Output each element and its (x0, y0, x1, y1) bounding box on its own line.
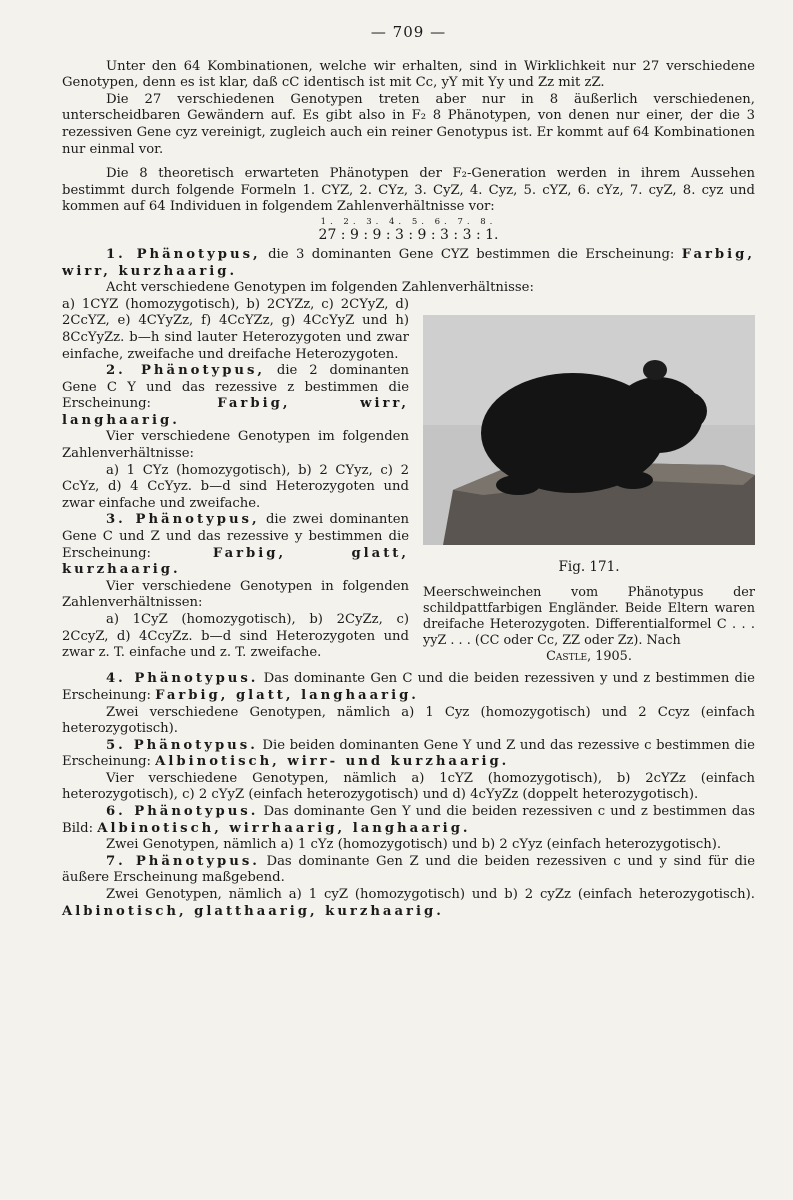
phenotype-3-heading: 3. Phänotypus, (106, 512, 260, 528)
phenotype-6-genotypes: Zwei Genotypen, nämlich a) 1 cYz (homozygotisch) und b) 2 cYyz (einfach heterozygotisch). (106, 837, 722, 853)
phenotype-2-genotypes: Vier verschiedene Genotypen im folgenden Zahlenverhältnisse: (62, 429, 409, 462)
figure-label: Fig. 171. (558, 558, 620, 575)
phenotype-2-traits: Farbig, wirr, langhaarig. (62, 396, 409, 428)
phenotype-6-heading: 6. Phänotypus. (106, 804, 259, 820)
phenotype-7-text: Das dominante Gen Z und die beiden rezessiven c und y sind für die äußere Erscheinung maßgebend. (62, 853, 755, 886)
paragraph-formulas: Die 8 theoretisch erwarteten Phänotypen der F₂-Generation werden in ihrem Aussehen bestimmt durch folgende Formeln 1. CYZ, 2. CYz, 3. CyZ, 4. Cyz, 5. cYZ, 6. cYz, 7. cyZ, 8. cyz und kommen auf 64 Individuen in folgendem Zahlenverhältnisse vor: (62, 166, 755, 215)
guinea-pig-image (423, 315, 755, 545)
phenotype-4-traits: Farbig, glatt, langhaarig. (155, 687, 419, 703)
phenotype-1-genotypes: Acht verschiedene Genotypen im folgenden Zahlenverhältnisse: (106, 280, 534, 296)
phenotype-3-list: a) 1CyZ (homozygotisch), b) 2CyZz, c) 2CcyZ, d) 4CcyZz. b—d sind Heterozygoten und zwar z. T. einfache und z. T. zweifache. (62, 612, 409, 661)
phenotype-5 (62, 738, 755, 771)
guinea-pig-photo (423, 315, 755, 545)
phenotype-6-text: Das dominante Gen Y und die beiden rezessiven c und z bestimmen das Bild: (62, 804, 755, 836)
phenotype-7-heading: 7. Phänotypus. (106, 853, 260, 869)
phenotype-6 (62, 804, 755, 837)
caption-text: Meerschweinchen vom Phänotypus der schildpattfarbigen Engländer. Beide Eltern waren dreifache Heterozygoten. Differentialformel C . . . yyZ . . . (CC oder Cc, ZZ oder Zz). Nach (423, 585, 755, 649)
phenotype-3-text: die zwei dominanten Gene C und Z und das rezessive y bestimmen die Erscheinung: (62, 512, 409, 561)
phenotype-5-text: Die beiden dominanten Gene Y und Z und das rezessive c bestimmen die Erscheinung: (62, 737, 755, 770)
phenotype-1-traits: Farbig, wirr, kurzhaarig. (62, 246, 755, 279)
paragraph-phenotypes: Die 27 verschiedenen Genotypen treten aber nur in 8 äußerlich verschiedenen, unterscheidbaren Gewändern auf. Es gibt also in F₂ 8 Phänotypen, von denen nur einer, der die 3 rezessiven Gene cyz vereinigt, zugleich auch ein reiner Genotypus ist. Er kommt auf 64 Kombinationen nur einmal vor. (62, 91, 755, 157)
phenotype-3-genotypes: Vier verschiedene Genotypen in folgenden Zahlenverhältnissen: (62, 578, 409, 611)
phenotype-2-heading: 2. Phänotypus, (106, 363, 266, 379)
caption-source: Castle, 1905. (546, 649, 632, 665)
phenotype-5-genotypes: Vier verschiedene Genotypen, nämlich a) 1cYZ (homozygotisch), b) 2cYZz (einfach heterozygotisch), c) 2 cYyZ (einfach heterozygotisch) und d) 4cYyZz (doppelt heterozygotisch). (62, 770, 755, 803)
phenotype-1 (62, 247, 755, 280)
phenotype-5-heading: 5. Phänotypus. (106, 737, 258, 753)
phenotype-1-list: a) 1CYZ (homozygotisch), b) 2CYZz, c) 2CYyZ, d) 2CcYZ, e) 4CYyZz, f) 4CcYZz, g) 4CcYyZ und h) 8CcYyZz. b—h sind lauter Heterozygoten und zwar einfache, zweifache und dreifache Heterozygoten. (62, 296, 409, 362)
phenotype-5-traits: Albinotisch, wirr- und kurzhaarig. (155, 754, 510, 770)
ratio-line: 27 : 9 : 9 : 3 : 9 : 3 : 3 : 1. (318, 226, 499, 243)
phenotype-7-traits: Albinotisch, glatthaarig, kurzhaarig. (62, 903, 444, 919)
phenotype-4-text: Das dominante Gen C und die beiden rezessiven y und z bestimmen die Erscheinung: (62, 671, 755, 703)
phenotype-2-text: die 2 dominanten Gene C Y und das rezessive z bestimmen die Erscheinung: (62, 363, 409, 412)
ratio-numbers: 1. 2. 3. 4. 5. 6. 7. 8. (320, 216, 497, 227)
phenotype-7-genotypes-text: Zwei Genotypen, nämlich a) 1 cyZ (homozygotisch) und b) 2 cyZz (einfach heterozygotisch). (106, 887, 755, 903)
page-number: — 709 — (370, 23, 447, 41)
phenotype-7-genotypes (62, 887, 755, 920)
paragraph-genotypes: Unter den 64 Kombinationen, welche wir erhalten, sind in Wirklichkeit nur 27 verschiedene Genotypen, denn es ist klar, daß cC identisch ist mit Cc, yY mit Yy und Zz mit zZ. (62, 58, 755, 91)
phenotype-3-traits: Farbig, glatt, kurzhaarig. (62, 545, 409, 578)
phenotype-1-text: die 3 dominanten Gene CYZ bestimmen die Erscheinung: (268, 246, 675, 262)
phenotype-7 (62, 854, 755, 887)
figure-caption (423, 585, 755, 665)
figure-171 (423, 315, 755, 666)
phenotype-4 (62, 671, 755, 704)
phenotype-1-heading: 1. Phänotypus, (106, 246, 261, 262)
phenotype-4-genotypes: Zwei verschiedene Genotypen, nämlich a) 1 Cyz (homozygotisch) und 2 Ccyz (einfach heterozygotisch). (62, 704, 755, 737)
phenotype-6-traits: Albinotisch, wirrhaarig, langhaarig. (97, 820, 471, 836)
phenotype-2-list: a) 1 CYz (homozygotisch), b) 2 CYyz, c) 2 CcYz, d) 4 CcYyz. b—d sind Heterozygoten und zwar einfache und zweifache. (62, 462, 409, 511)
phenotype-4-heading: 4. Phänotypus. (106, 671, 259, 687)
float-region (62, 297, 755, 672)
